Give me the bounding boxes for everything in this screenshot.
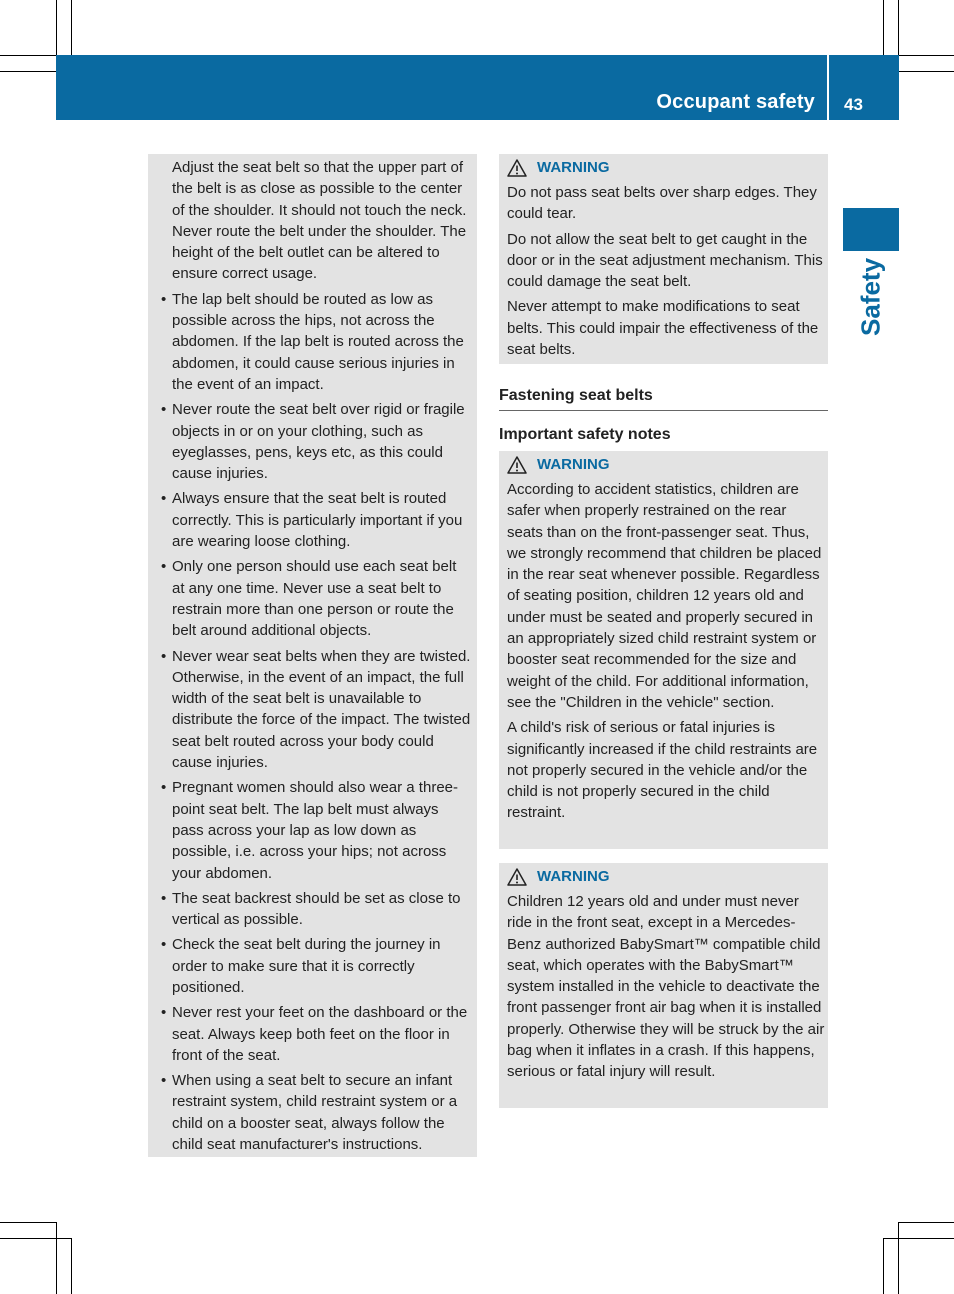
warning-text: According to accident statistics, children are safer when properly restrained on the rear seats than on the front-passenger seat. Thus, we strongly recommend that children be placed in the rear seat whenever possible. Regardless of seating position, children 12 years old and under must be seated and properly secured in an appropriately sized child restraint system or booster seat recommended for the size and weight of the child. For additional information, see the "Children in the vehicle" section.	[507, 481, 822, 711]
bullet-item: • The seat backrest should be set as close to vertical as possible.	[172, 888, 472, 931]
bullet-item: • When using a seat belt to secure an infant restraint system, child restraint system or a child on a booster seat, always follow the child seat manufacturer's instructions.	[172, 1070, 472, 1155]
page-number: 43	[844, 95, 863, 114]
crop-mark	[0, 71, 56, 72]
warning-triangle-icon	[507, 456, 527, 474]
warning-heading	[507, 455, 825, 475]
crop-mark	[0, 1222, 56, 1223]
crop-mark	[883, 1238, 954, 1239]
warning-triangle-icon	[507, 868, 527, 886]
crop-mark	[898, 1222, 899, 1294]
left-info-box	[148, 154, 477, 1157]
bullet-item: • Never wear seat belts when they are twisted. Otherwise, in the event of an impact, the full width of the seat belt is unavailable to distribute the force of the impact. The twisted seat belt routed across your body could cause injuries.	[172, 646, 472, 774]
crop-mark	[883, 1238, 884, 1294]
bullet-item: • Never route the seat belt over rigid or fragile objects in or on your clothing, such as eyeglasses, pens, keys etc, as this could cause injuries.	[172, 399, 472, 484]
bullet-item: • Always ensure that the seat belt is routed correctly. This is particularly important if you are wearing loose clothing.	[172, 488, 472, 552]
warning-box	[499, 863, 828, 1108]
intro-paragraph: Adjust the seat belt so that the upper part of the belt is as close as possible to the center of the shoulder. It should not touch the neck. Never route the belt under the shoulder. The height of the belt outlet can be altered to ensure correct usage.	[172, 159, 467, 283]
warning-label: WARNING	[537, 456, 610, 474]
warning-content	[507, 455, 825, 828]
warning-text: A child's risk of serious or fatal injuries is significantly increased if the child restraints are not properly secured in the vehicle and/or the child is not properly secured in the child restraint.	[507, 719, 818, 822]
header-bar	[56, 55, 899, 120]
bullet-list	[172, 289, 472, 1156]
bullet-item: • Never rest your feet on the dashboard or the seat. Always keep both feet on the floor in front of the seat.	[172, 1002, 472, 1066]
warning-box	[499, 154, 828, 364]
page-title: Occupant safety	[656, 91, 815, 113]
crop-mark	[883, 0, 884, 55]
section-heading: Fastening seat belts	[499, 387, 828, 411]
crop-mark	[56, 1222, 57, 1294]
crop-mark	[71, 0, 72, 55]
crop-mark	[71, 1238, 72, 1294]
crop-mark	[899, 1222, 954, 1223]
bullet-item: • Pregnant women should also wear a three-point seat belt. The lap belt must always pass across your lap as low down as possible, i.e. across your hips; not across your abdomen.	[172, 777, 472, 883]
warning-label: WARNING	[537, 159, 610, 177]
crop-mark	[899, 55, 954, 56]
warning-triangle-icon	[507, 159, 527, 177]
warning-heading	[507, 867, 825, 887]
warning-box	[499, 451, 828, 849]
left-column-text	[172, 157, 472, 1159]
warning-content	[507, 867, 825, 1087]
crop-mark	[898, 0, 899, 55]
side-tab-marker	[843, 208, 899, 251]
warning-text: Do not pass seat belts over sharp edges. They could tear.	[507, 184, 817, 223]
crop-mark	[899, 71, 954, 72]
crop-mark	[0, 55, 56, 56]
warning-text: Never attempt to make modifications to seat belts. This could impair the effectiveness of the seat belts.	[507, 298, 819, 359]
sub-heading: Important safety notes	[499, 426, 671, 443]
warning-heading	[507, 158, 825, 178]
bullet-item: • Only one person should use each seat belt at any one time. Never use a seat belt to restrain more than one person or route the belt around additional objects.	[172, 556, 472, 641]
warning-text: Children 12 years old and under must never ride in the front seat, except in a Mercedes-Benz authorized BabySmart™ compatible child seat, which operates with the BabySmart™ system installed in the vehicle to deactivate the front passenger front air bag when it is installed properly. Otherwise they will be struck by the air bag when it inflates in a crash. If this happens, serious or fatal injury will result.	[507, 893, 825, 1081]
warning-label: WARNING	[537, 868, 610, 886]
crop-mark	[56, 0, 57, 55]
bullet-item: • The lap belt should be routed as low as possible across the hips, not across the abdomen. If the lap belt is routed across the abdomen, it could cause serious injuries in the event of an impact.	[172, 289, 472, 395]
side-tab-label: Safety	[855, 257, 886, 337]
crop-mark	[0, 1238, 71, 1239]
bullet-item: • Check the seat belt during the journey in order to make sure that it is correctly positioned.	[172, 934, 472, 998]
warning-content	[507, 158, 825, 364]
header-divider	[827, 55, 829, 120]
warning-text: Do not allow the seat belt to get caught in the door or in the seat adjustment mechanism. This could damage the seat belt.	[507, 230, 823, 291]
